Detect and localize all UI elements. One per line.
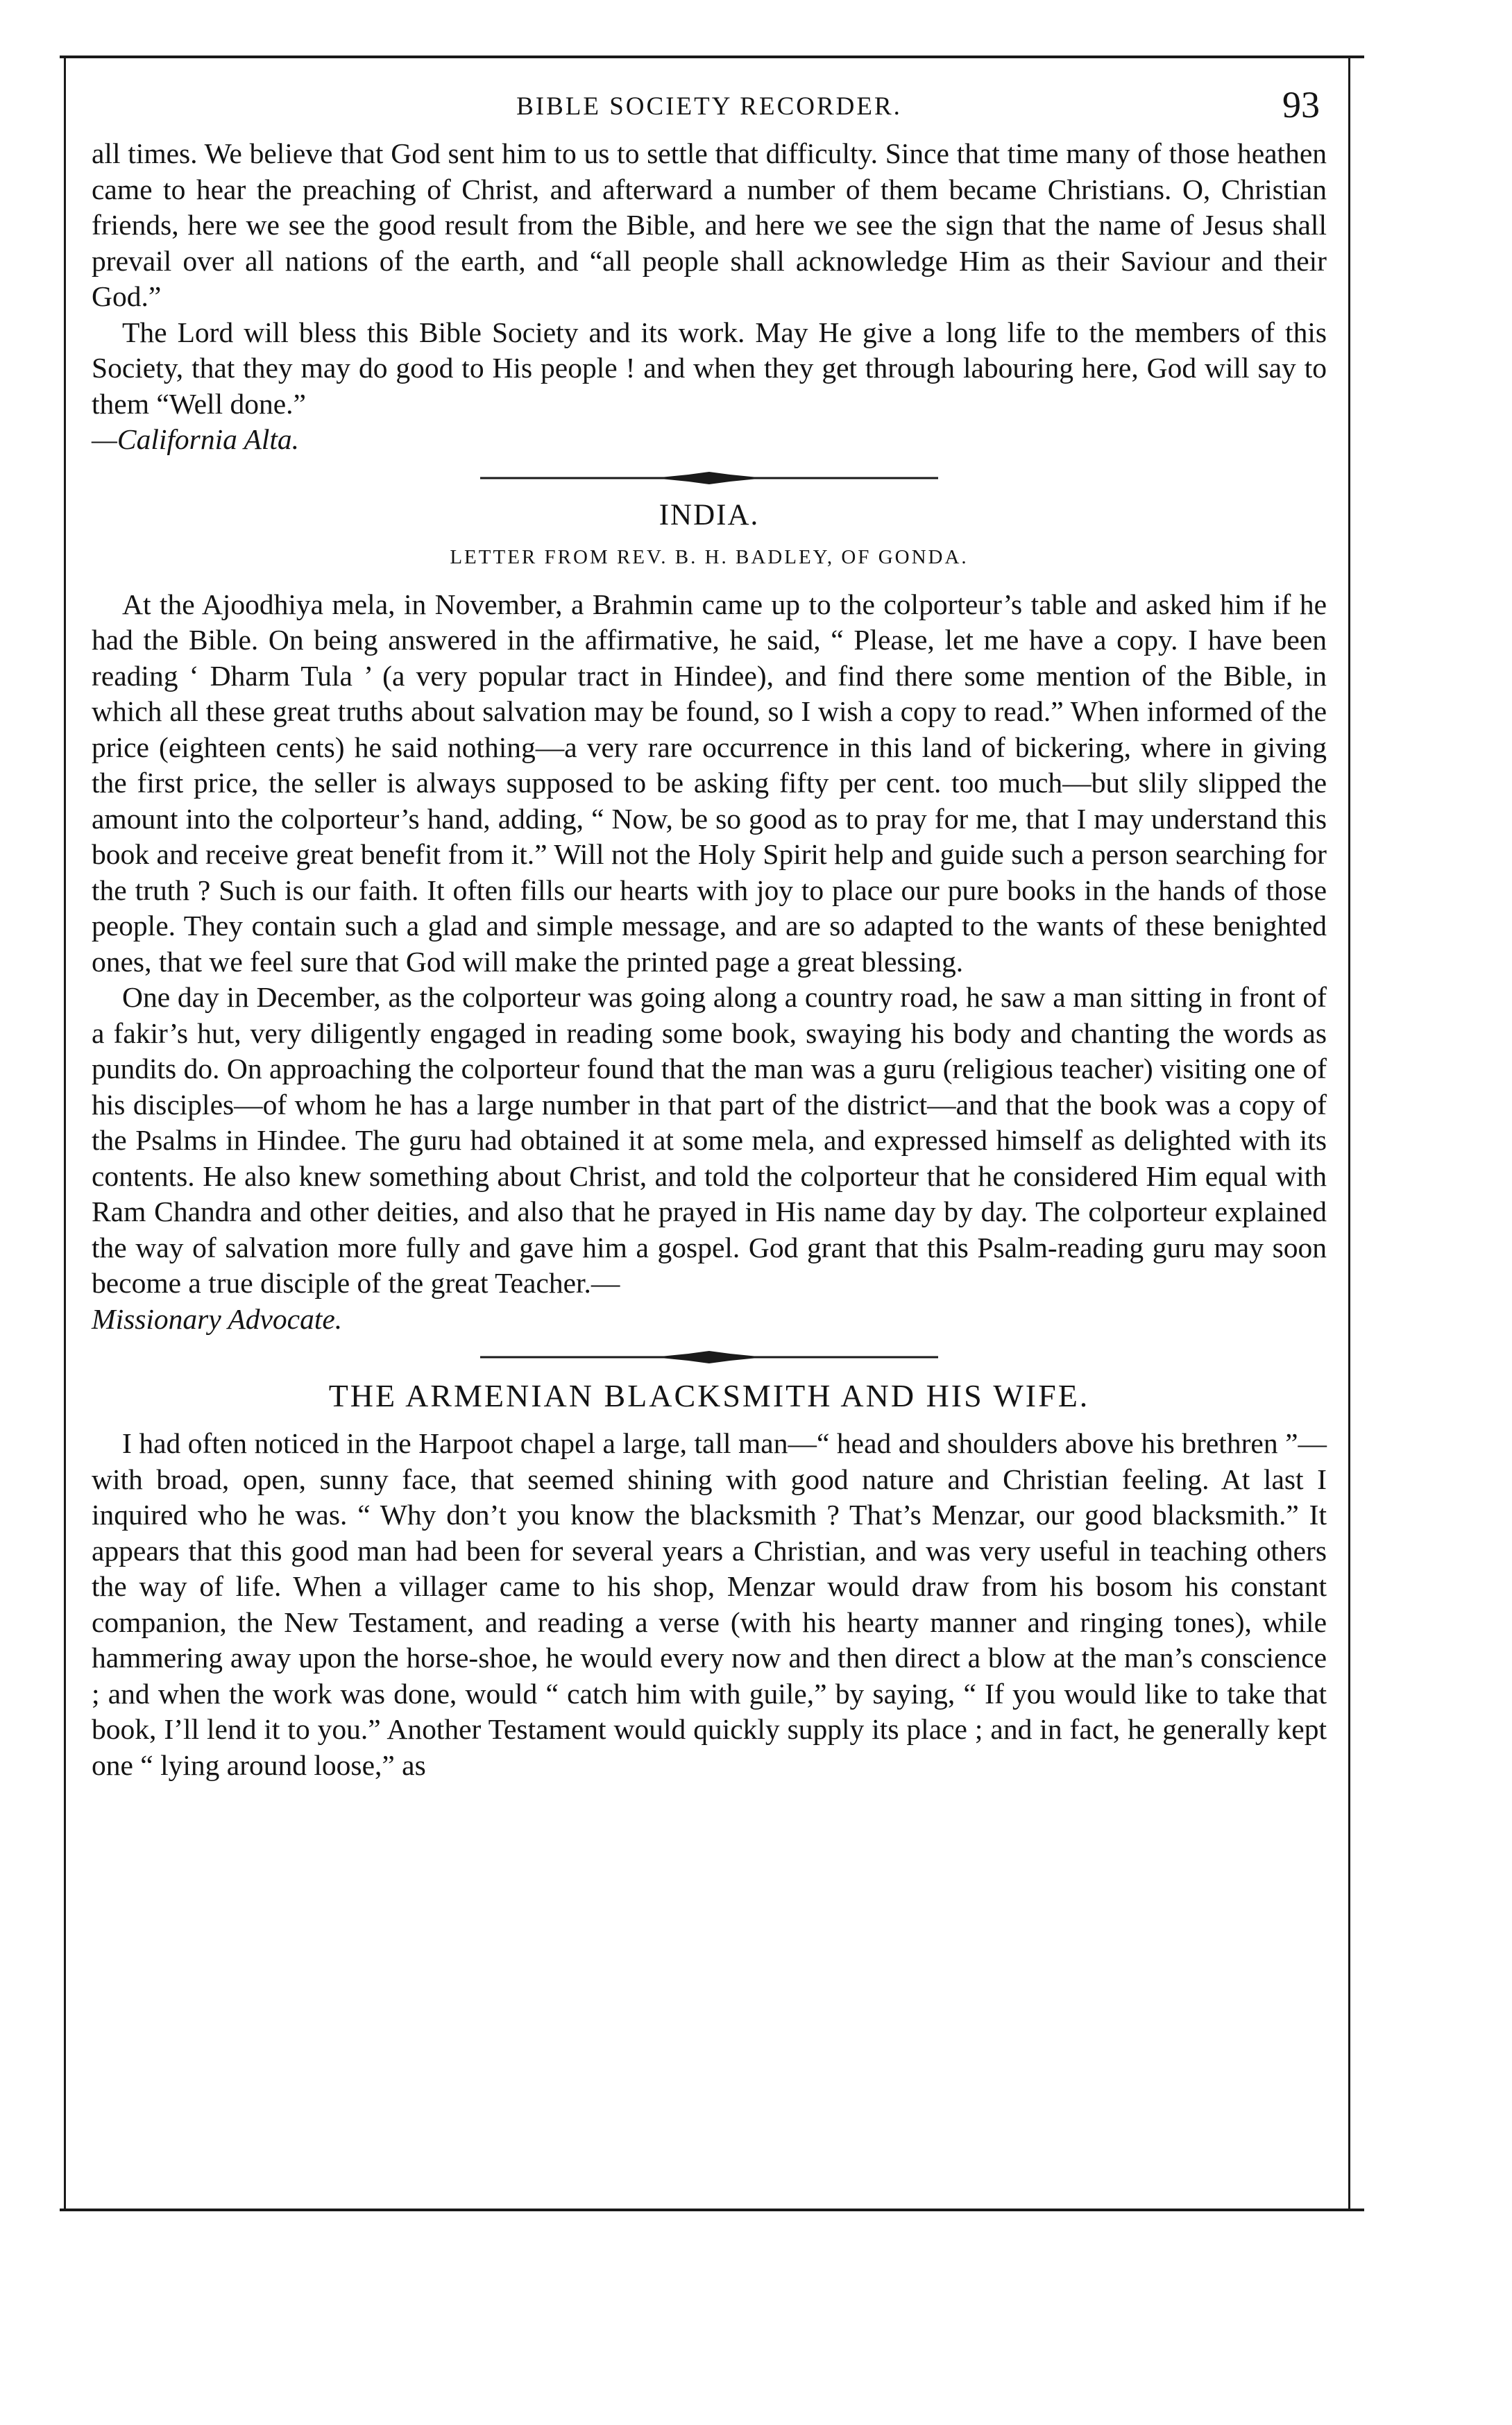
running-head [92,82,1327,136]
india-title: INDIA. [659,498,760,531]
article-paragraph: One day in December, as the colporteur was going along a country road, he saw a man sitting in front of a fakir’s hut, very diligently engaged in reading some book, swaying his body and chanting the words as pundits do. On approaching the colporteur found that the man was a guru (religious teacher) visiting one of his disciples—of whom he has a large number in that part of the district—and that the book was a copy of the Psalms in Hindee. The guru had obtained it at some mela, and expressed himself as delighted with its contents. He also knew something about Christ, and told the colporteur that he considered Him equal with Ram Chandra and other deities, and also that he prayed in His name day by day. The colporteur explained the way of salvation more fully and gave him a gospel. God grant that this Psalm-reading guru may soon become a true disciple of the great Teacher.— [92,981,1327,1299]
article-source: Missionary Advocate. [92,1302,343,1335]
article-source: —California Alta. [92,423,300,455]
india-subtitle: LETTER FROM REV. B. H. BADLEY, OF GONDA. [450,545,969,568]
bottom-border-rule [60,2209,1364,2211]
left-border-rule [64,56,66,2210]
article-paragraph: I had often noticed in the Harpoot chapel a large, tall man—“ head and shoulders above his brethren ”—with broad, open, sunny face, that seemed shining with good nature and Christian feeling. At last I inquired who he was. “ Why don’t you know the blacksmith ? That’s Menzar, our good blacksmith.” It appears that this good man had been for several years a Christian, and was very useful in teaching others the way of life. When a villager came to his shop, Menzar would draw from his bosom his constant companion, the New Testament, and reading a verse (with his hearty manner and ringing tones), while hammering away upon the horse-shoe, he would every now and then direct a blow at the man’s conscience ; and when the work was done, would “ catch him with guile,” by saying, “ If you would like to take that book, I’ll lend it to you.” Another Testament would quickly supply its place ; and in fact, he generally kept one “ lying around loose,” as [92,1427,1327,1781]
article-paragraph: The Lord will bless this Bible Society and its work. May He give a long life to the members of this Society, that they may do good to His people ! and when they get through labouring here, God will say to them “Well done.” [92,316,1327,420]
page-column [92,82,1327,1783]
top-border-rule [60,56,1364,58]
section-divider [480,472,938,484]
page-number: 93 [1282,84,1320,126]
article-paragraph: At the Ajoodhiya mela, in November, a Brahmin came up to the colporteur’s table and asked him if he had the Bible. On being answered in the affirmative, he said, “ Please, let me have a copy. I have been reading ‘ Dharm Tula ’ (a very popular tract in Hindee), and find there some mention of the Bible, in which all these great truths about salvation may be found, so I wish a copy to read.” When informed of the price (eighteen cents) he said nothing—a very rare occurrence in this land of bickering, where in giving the first price, the seller is always supposed to be asking fifty per cent. too much—but slily slipped the amount into the colporteur’s hand, adding, “ Now, be so good as to pray for me, that I may understand this book and receive great benefit from it.” Will not the Holy Spirit help and guide such a person searching for the truth ? Such is our faith. It often fills our hearts with joy to place our pure books in the hands of those people. They contain such a glad and simple message, and are so adapted to the wants of these benighted ones, that we feel sure that God will make the printed page a great blessing. [92,588,1327,978]
first-article [92,136,1327,458]
section-divider [480,1351,938,1363]
running-title: BIBLE SOCIETY RECORDER. [516,92,902,121]
india-article [92,494,1327,1338]
blacksmith-title: THE ARMENIAN BLACKSMITH AND HIS WIFE. [328,1378,1090,1413]
blacksmith-article [92,1375,1327,1783]
right-border-rule [1348,56,1350,2210]
article-paragraph: all times. We believe that God sent him to us to settle that difficulty. Since that time many of those heathen came to hear the preaching of Christ, and afterward a number of them became Christians. O, Christian friends, here we see the good result from the Bible, and here we see the sign that the name of Jesus shall prevail over all nations of the earth, and “all people shall acknowledge Him as their Saviour and their God.” [92,137,1327,312]
